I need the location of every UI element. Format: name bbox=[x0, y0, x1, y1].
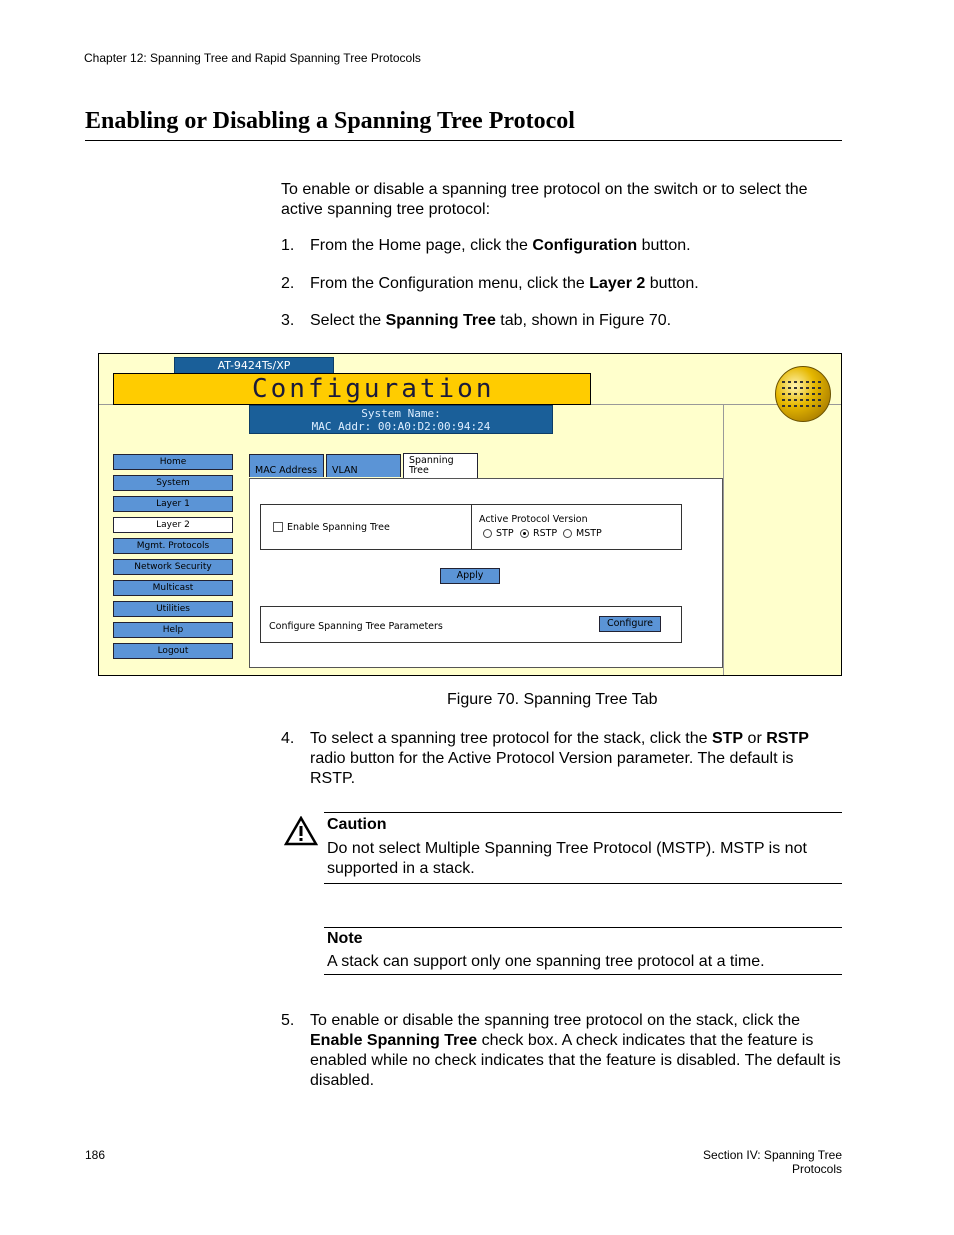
active-protocol-label: Active Protocol Version bbox=[479, 514, 588, 525]
enable-spanning-tree-label: Enable Spanning Tree bbox=[287, 522, 390, 533]
section-footer: Section IV: Spanning Tree Protocols bbox=[703, 1148, 842, 1176]
figure-spanning-tree-tab bbox=[98, 353, 842, 676]
nav-home-button[interactable]: Home bbox=[113, 454, 233, 470]
step-bold: Configuration bbox=[532, 237, 638, 254]
step-text: From the Home page, click the bbox=[310, 237, 533, 254]
section-title: Enabling or Disabling a Spanning Tree Protocol bbox=[85, 108, 575, 134]
configure-parameters-label: Configure Spanning Tree Parameters bbox=[269, 621, 443, 632]
note-top-rule bbox=[324, 927, 842, 928]
system-name: System Name: bbox=[361, 407, 441, 420]
apply-button[interactable]: Apply bbox=[440, 568, 500, 584]
figure-caption: Figure 70. Spanning Tree Tab bbox=[447, 691, 658, 708]
step-bold: Spanning Tree bbox=[385, 312, 496, 329]
globe-logo-icon bbox=[775, 366, 831, 422]
note-title: Note bbox=[327, 930, 363, 947]
step-text: check box. A check indicates that the feature is enabled while no check indicates that the feature is disabled. The default is disabled. bbox=[310, 1032, 841, 1089]
nav-help-button[interactable]: Help bbox=[113, 622, 233, 638]
configure-parameters-box bbox=[260, 606, 682, 643]
enable-spanning-tree-checkbox[interactable] bbox=[273, 522, 283, 532]
tab-label: Spanning bbox=[409, 455, 454, 466]
rstp-radio[interactable] bbox=[520, 529, 529, 538]
page-number: 186 bbox=[85, 1148, 106, 1162]
step-bold: STP bbox=[711, 730, 744, 747]
intro-paragraph: To enable or disable a spanning tree protocol on the switch or to select the active spanning tree protocol: bbox=[281, 181, 808, 218]
nav-network-security-button[interactable]: Network Security bbox=[113, 559, 233, 575]
mstp-label: MSTP bbox=[576, 528, 602, 539]
running-header: Chapter 12: Spanning Tree and Rapid Spanning Tree Protocols bbox=[84, 51, 421, 65]
mstp-radio[interactable] bbox=[563, 529, 572, 538]
stp-radio[interactable] bbox=[483, 529, 492, 538]
step-text: To enable or disable the spanning tree protocol on the stack, click the bbox=[310, 1012, 801, 1029]
step-text: or bbox=[743, 730, 767, 747]
title-rule bbox=[85, 140, 842, 141]
nav-logout-button[interactable]: Logout bbox=[113, 643, 233, 659]
step-text: From the Configuration menu, click the bbox=[310, 275, 590, 292]
tab-spanning-tree[interactable] bbox=[403, 453, 478, 478]
tab-label: Tree bbox=[409, 465, 429, 476]
nav-layer1-button[interactable]: Layer 1 bbox=[113, 496, 233, 512]
nav-multicast-button[interactable]: Multicast bbox=[113, 580, 233, 596]
nav-system-button[interactable]: System bbox=[113, 475, 233, 491]
divider bbox=[471, 505, 472, 549]
spanning-tree-panel bbox=[249, 478, 723, 668]
note-body: A stack can support only one spanning tree protocol at a time. bbox=[327, 953, 765, 970]
step-text: button. bbox=[637, 237, 691, 254]
nav-layer2-button[interactable]: Layer 2 bbox=[113, 517, 233, 533]
step-text: button. bbox=[645, 275, 699, 292]
step-number: 2. bbox=[281, 275, 295, 292]
banner-title: Configuration bbox=[252, 374, 495, 404]
note-bottom-rule bbox=[324, 974, 842, 975]
warning-triangle-icon bbox=[284, 816, 318, 851]
caution-bottom-rule bbox=[324, 883, 842, 884]
configuration-banner bbox=[113, 373, 591, 405]
mac-address: MAC Addr: 00:A0:D2:00:94:24 bbox=[311, 420, 491, 433]
step-text: To select a spanning tree protocol for the stack, click the bbox=[310, 730, 712, 747]
nav-utilities-button[interactable]: Utilities bbox=[113, 601, 233, 617]
system-info bbox=[249, 405, 553, 434]
step-number: 3. bbox=[281, 312, 295, 329]
nav-mgmt-protocols-button[interactable]: Mgmt. Protocols bbox=[113, 538, 233, 554]
caution-title: Caution bbox=[327, 816, 387, 833]
step-text: Select the bbox=[310, 312, 386, 329]
model-label: AT-9424Ts/XP bbox=[174, 357, 334, 375]
step-bold: RSTP bbox=[766, 730, 809, 747]
tab-vlan[interactable]: VLAN bbox=[326, 454, 401, 477]
step-text: tab, shown in Figure 70. bbox=[495, 312, 672, 329]
step-number: 1. bbox=[281, 237, 295, 254]
configure-button[interactable]: Configure bbox=[599, 616, 661, 632]
caution-top-rule bbox=[324, 812, 842, 813]
protocol-settings-box bbox=[260, 504, 682, 550]
divider bbox=[723, 404, 724, 675]
step-text: radio button for the Active Protocol Version parameter. The default is RSTP. bbox=[310, 750, 794, 787]
caution-body: Do not select Multiple Spanning Tree Protocol (MSTP). MSTP is not supported in a stack. bbox=[327, 840, 807, 877]
rstp-label: RSTP bbox=[533, 528, 558, 539]
step-bold: Enable Spanning Tree bbox=[310, 1032, 478, 1049]
step-number: 5. bbox=[281, 1012, 295, 1029]
step-bold: Layer 2 bbox=[589, 275, 646, 292]
tab-mac-address[interactable]: MAC Address bbox=[249, 454, 324, 477]
step-number: 4. bbox=[281, 730, 295, 747]
stp-label: STP bbox=[496, 528, 514, 539]
